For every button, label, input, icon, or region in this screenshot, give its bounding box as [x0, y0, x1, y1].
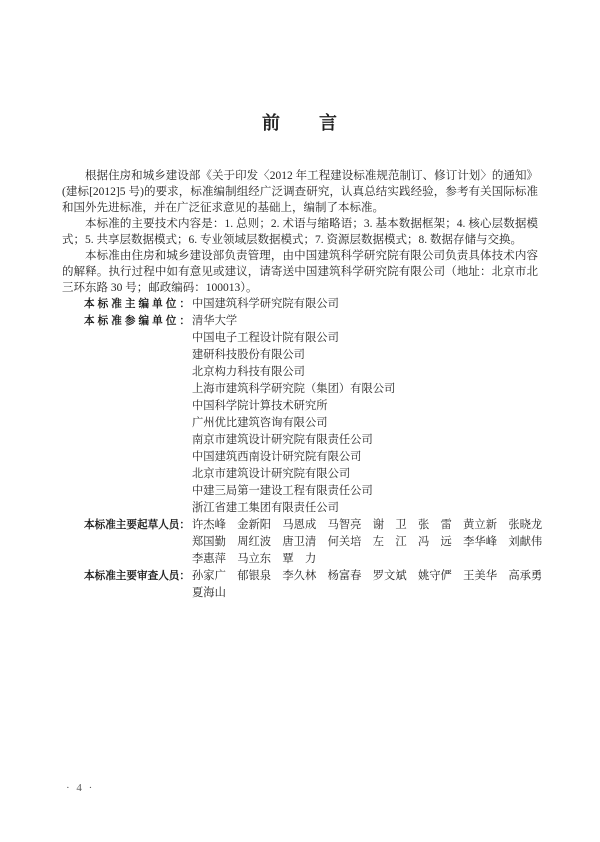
- reviewers-name-list: [192, 568, 542, 602]
- reviewers-row: [62, 568, 543, 602]
- drafters-label: 本标准主要起草人员：: [84, 519, 190, 531]
- org-line: 南京市建筑设计研究院有限责任公司: [192, 434, 373, 446]
- page-title: 前 言: [262, 113, 338, 133]
- org-line: 广州优比建筑咨询有限公司: [192, 417, 328, 429]
- participants-label: 本标准参编单位：: [84, 315, 190, 327]
- names-line: 夏海山: [192, 587, 226, 599]
- names-line: 孙家广 郁银泉 李久林 杨富春 罗文斌 姚守俨 王美华 高承勇: [192, 570, 543, 582]
- org-line: 北京市建筑设计研究院有限公司: [192, 468, 351, 480]
- org-line: 北京构力科技有限公司: [192, 366, 305, 378]
- org-line: 中建三局第一建设工程有限责任公司: [192, 485, 373, 497]
- chief-editor-row: [62, 296, 538, 313]
- org-line: 中国电子工程设计院有限公司: [192, 332, 339, 344]
- org-line: 清华大学: [192, 315, 238, 327]
- participants-org-list: [192, 313, 538, 517]
- names-line: 李惠萍 马立东 覃 力: [192, 553, 317, 565]
- paragraph-management: 本标准由住房和城乡建设部负责管理，由中国建筑科学研究院有限公司负责具体技术内容的解释。执行过程中如有意见或建议，请寄送中国建筑科学研究院有限公司（地址：北京市北三环东路 30 号；邮政编码：100013）。: [62, 250, 538, 294]
- page-number: · 4 ·: [66, 782, 95, 794]
- reviewers-label: 本标准主要审查人员：: [84, 570, 190, 582]
- chief-editor-label: 本标准主编单位：: [84, 298, 190, 310]
- drafters-name-list: [192, 517, 542, 568]
- names-line: 郑国勤 周红波 唐卫清 何关培 左 江 冯 远 李华峰 刘献伟: [192, 536, 543, 548]
- org-line: 中国建筑西南设计研究院有限公司: [192, 451, 362, 463]
- chief-editor-org-list: [192, 296, 538, 313]
- org-line: 中国建筑科学研究院有限公司: [192, 298, 339, 310]
- preface-body: [62, 168, 543, 602]
- names-line: 许杰峰 金新阳 马恩成 马智亮 谢 卫 张 雷 黄立新 张晓龙: [192, 519, 543, 531]
- org-line: 浙江省建工集团有限责任公司: [192, 502, 339, 514]
- paragraph-contents: 本标准的主要技术内容是：1. 总则；2. 术语与缩略语；3. 基本数据框架；4. 核心层数据模式；5. 共享层数据模式；6. 专业领域层数据模式；7. 资源层数据模式；8. 数据存储与交换。: [62, 218, 538, 246]
- drafters-row: [62, 517, 543, 568]
- org-line: 中国科学院计算技术研究所: [192, 400, 328, 412]
- paragraph-basis: 根据住房和城乡建设部《关于印发〈2012 年工程建设标准规范制订、修订计划〉的通知》(建标[2012]5 号)的要求，标准编制组经广泛调查研究，认真总结实践经验，参考有关国际标准和国外先进标准，并在广泛征求意见的基础上，编制了本标准。: [62, 170, 538, 214]
- org-line: 上海市建筑科学研究院（集团）有限公司: [192, 383, 396, 395]
- participants-row: [62, 313, 538, 517]
- org-line: 建研科技股份有限公司: [192, 349, 305, 361]
